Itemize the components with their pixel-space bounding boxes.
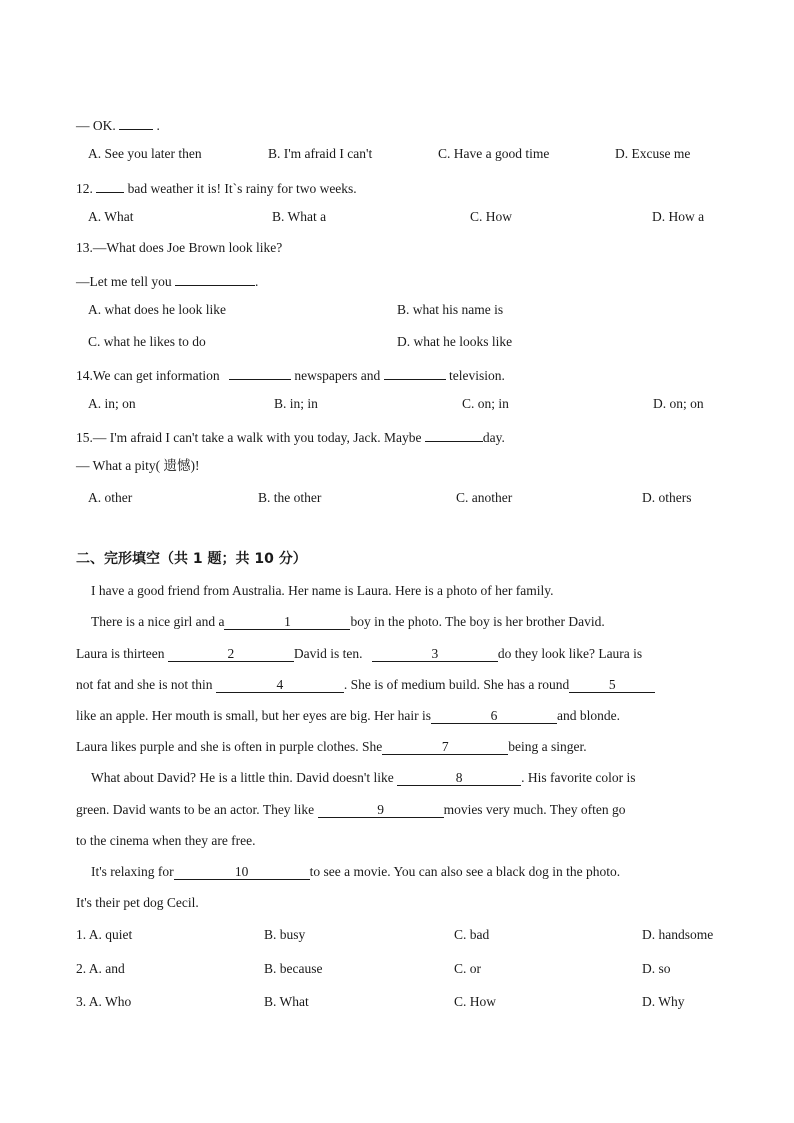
option-a: A. in; on <box>88 396 136 411</box>
question-11-tail <box>76 114 160 135</box>
option-a: A. What <box>88 209 134 224</box>
option-c: C. How <box>470 209 513 224</box>
option-c: C. or <box>454 961 481 976</box>
q11-suffix: . <box>156 118 160 133</box>
q13-reply: —Let me tell you <box>76 274 172 289</box>
answer-blank[interactable] <box>96 177 124 193</box>
option-b: B. What <box>264 994 309 1009</box>
option-d: D. on; on <box>653 396 704 411</box>
cloze-blank-8[interactable]: 8 <box>397 770 521 786</box>
passage-text: to see a movie. You can also see a black dog in the photo. <box>309 864 621 879</box>
q13-reply-end: . <box>254 274 259 289</box>
option-c: C. Have a good time <box>438 146 550 161</box>
cloze-blank-1[interactable]: 1 <box>224 614 350 630</box>
option-b: B. busy <box>264 927 306 942</box>
option-d: D. handsome <box>642 927 714 942</box>
answer-blank[interactable] <box>175 270 255 286</box>
passage-text: There is a nice girl and a <box>91 614 225 629</box>
cloze-blank-6[interactable]: 6 <box>431 708 557 724</box>
cloze-blank-7[interactable]: 7 <box>382 739 508 755</box>
option-d: D. How a <box>652 209 705 224</box>
cloze-blank-4[interactable]: 4 <box>216 677 344 693</box>
option-b: B. because <box>264 961 323 976</box>
answer-blank[interactable] <box>384 364 446 380</box>
question-12 <box>76 177 357 198</box>
passage-line <box>91 613 605 631</box>
q12-stem: bad weather it is! It`s rainy for two weeks. <box>127 181 357 196</box>
q14-stem-a: 14.We can get information <box>76 368 220 383</box>
passage-text: and blonde. <box>557 708 621 723</box>
passage-text: not fat and she is not thin <box>76 677 213 692</box>
option-d: D. what he looks like <box>397 334 513 349</box>
option-d: D. Excuse me <box>615 146 691 161</box>
option-b: B. what his name is <box>397 302 504 317</box>
option-b: B. in; in <box>274 396 318 411</box>
passage-text: do they look like? Laura is <box>497 646 643 661</box>
question-13-reply <box>76 270 258 291</box>
passage-text: . She is of medium build. She has a round <box>343 677 570 692</box>
option-a: A. other <box>88 490 133 505</box>
q12-number: 12. <box>76 181 93 196</box>
option-c: C. bad <box>454 927 490 942</box>
answer-blank[interactable] <box>229 364 291 380</box>
option-d: D. Why <box>642 994 685 1009</box>
passage-line <box>76 738 587 756</box>
question-13: 13.—What does Joe Brown look like? <box>76 240 283 255</box>
passage-text: . His favorite color is <box>521 770 636 785</box>
passage-text: like an apple. Her mouth is small, but her eyes are big. Her hair is <box>76 708 432 723</box>
option-c: C. How <box>454 994 497 1009</box>
q11-prefix: — OK. <box>76 118 116 133</box>
option-c: C. on; in <box>462 396 509 411</box>
option-a: 2. A. and <box>76 961 125 976</box>
option-a: 3. A. Who <box>76 994 132 1009</box>
cloze-blank-5[interactable]: 5 <box>569 677 655 693</box>
passage-line <box>76 801 626 819</box>
option-b: B. I'm afraid I can't <box>268 146 373 161</box>
passage-text: It's relaxing for <box>91 864 174 879</box>
q15-stem-a: 15.— I'm afraid I can't take a walk with you today, Jack. Maybe <box>76 430 422 445</box>
passage-line <box>91 769 635 787</box>
cloze-blank-3[interactable]: 3 <box>372 646 498 662</box>
option-a: A. See you later then <box>88 146 202 161</box>
passage-text: boy in the photo. The boy is her brother David. <box>350 614 605 629</box>
option-a: A. what does he look like <box>88 302 226 317</box>
passage-line: It's their pet dog Cecil. <box>76 895 199 910</box>
cloze-blank-9[interactable]: 9 <box>318 802 444 818</box>
passage-text: Laura is thirteen <box>76 646 165 661</box>
passage-text: being a singer. <box>508 739 587 754</box>
passage-text: What about David? He is a little thin. David doesn't like <box>91 770 394 785</box>
answer-blank[interactable] <box>119 114 153 130</box>
passage-line: to the cinema when they are free. <box>76 833 256 848</box>
passage-line <box>76 676 655 694</box>
passage-line <box>76 645 642 663</box>
option-b: B. What a <box>272 209 327 224</box>
answer-blank[interactable] <box>425 426 483 442</box>
passage-line <box>76 707 620 725</box>
cloze-blank-2[interactable]: 2 <box>168 646 294 662</box>
passage-line <box>91 863 620 881</box>
passage-line: I have a good friend from Australia. Her name is Laura. Here is a photo of her family. <box>91 583 554 598</box>
question-15 <box>76 426 505 447</box>
q15-stem-b: day. <box>482 430 505 445</box>
passage-text: movies very much. They often go <box>443 802 626 817</box>
q14-stem-c: television. <box>448 368 505 383</box>
passage-text: David is ten. <box>293 646 363 661</box>
section-heading: 二、完形填空（共 1 题；共 10 分） <box>76 551 307 567</box>
cloze-blank-10[interactable]: 10 <box>174 864 310 880</box>
option-d: D. others <box>642 490 692 505</box>
option-b: B. the other <box>258 490 322 505</box>
question-14 <box>76 364 505 385</box>
option-a: 1. A. quiet <box>76 927 133 942</box>
q14-stem-b: newspapers and <box>294 368 381 383</box>
option-c: C. what he likes to do <box>88 334 206 349</box>
option-d: D. so <box>642 961 671 976</box>
passage-text: Laura likes purple and she is often in purple clothes. She <box>76 739 383 754</box>
question-15-reply: — What a pity( 遗憾)! <box>76 458 200 473</box>
option-c: C. another <box>456 490 513 505</box>
passage-text: green. David wants to be an actor. They like <box>76 802 315 817</box>
